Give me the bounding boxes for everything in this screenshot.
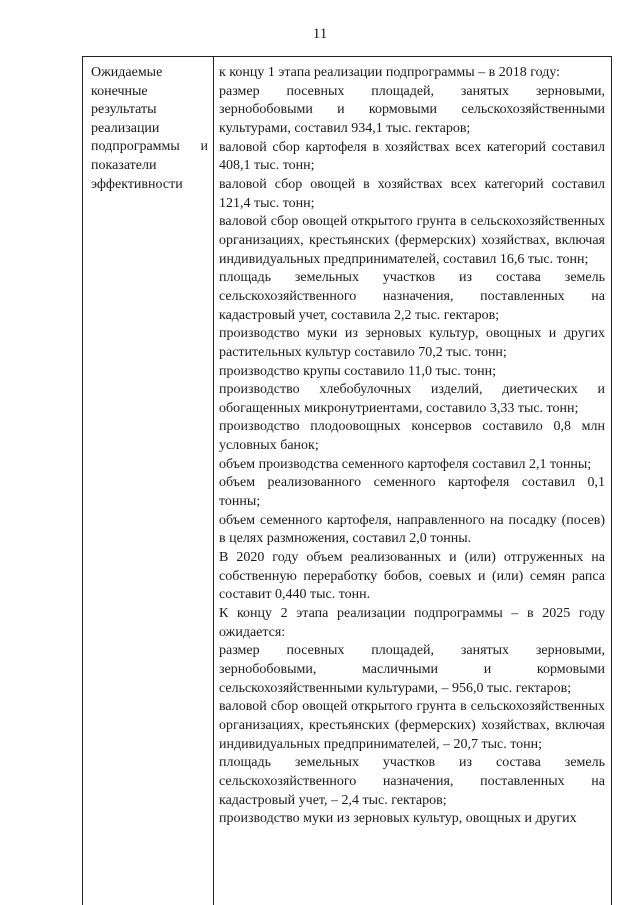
row-label-line: Ожидаемые <box>91 65 163 80</box>
indicator-item: производство крупы составило 11,0 тыс. тонн; <box>219 363 497 379</box>
indicator-item: площадь земельных участков из состава земель сельскохозяйственного назначения, поставленных на кадастровый учет, – 2,4 тыс. гектаров; <box>219 755 605 808</box>
indicator-item: объем семенного картофеля, направленного на посадку (посев) в целях размножения, составил 2,0 тонны. <box>219 512 605 547</box>
row-label-line: показатели <box>91 157 157 173</box>
indicator-item: объем реализованного семенного картофеля составил 0,1 тонны; <box>219 475 605 510</box>
row-label-line: эффективности <box>91 176 183 192</box>
indicator-item: валовой сбор картофеля в хозяйствах всех категорий составил 408,1 тыс. тонн; <box>219 139 605 174</box>
indicator-item: валовой сбор овощей открытого грунта в сельскохозяйственных организациях, крестьянских (фермерских) хозяйствах, включая индивидуальных предпринимателей, составил 16,6 тыс. тонн; <box>219 214 605 267</box>
intro-stage-2: К концу 2 этапа реализации подпрограммы – в 2025 году ожидается: <box>219 606 605 640</box>
row-label-line: реализации <box>91 120 160 136</box>
indicator-item: объем производства семенного картофеля составил 2,1 тонны; <box>219 456 592 472</box>
indicator-item: площадь земельных участков из состава земель сельскохозяйственного назначения, поставленных на кадастровый учет, составила 2,2 тыс. гектаров; <box>219 270 605 323</box>
indicator-item: В 2020 году объем реализованных и (или) отгруженных на собственную переработку бобов, соевых и (или) семян рапса составит 0,440 тыс. тонн. <box>219 550 605 603</box>
column-divider <box>213 57 214 905</box>
indicator-item: производство муки из зерновых культур, овощных и других растительных культур составило 70,2 тыс. тонн; <box>219 326 605 360</box>
intro-stage-1: к концу 1 этапа реализации подпрограммы – в 2018 году: <box>219 65 561 80</box>
page-number: 11 <box>312 26 328 42</box>
row-content <box>219 64 605 829</box>
row-label-line: результаты <box>91 102 157 118</box>
indicator-item: размер посевных площадей, занятых зерновыми, зернобобовыми и кормовыми сельскохозяйственными культурами, составил 934,1 тыс. гектаров; <box>219 83 605 136</box>
results-table <box>82 56 612 905</box>
indicator-item: производство муки из зерновых культур, овощных и других <box>219 811 577 827</box>
row-label <box>91 64 208 194</box>
row-label-line: подпрограммы и <box>91 139 208 155</box>
indicator-item: производство плодоовощных консервов составило 0,8 млн условных банок; <box>219 419 605 454</box>
indicator-item: размер посевных площадей, занятых зерновыми, зернобобовыми, масличными и кормовыми сельскохозяйственными культурами, – 956,0 тыс. гектаров; <box>219 643 605 696</box>
indicator-item: производство хлебобулочных изделий, диетических и обогащенных микронутриентами, составило 3,33 тыс. тонн; <box>219 382 605 416</box>
indicator-item: валовой сбор овощей открытого грунта в сельскохозяйственных организациях, крестьянских (фермерских) хозяйствах, включая индивидуальных предпринимателей, – 20,7 тыс. тонн; <box>219 699 605 752</box>
row-label-line: конечные <box>91 83 148 99</box>
indicator-item: валовой сбор овощей в хозяйствах всех категорий составил 121,4 тыс. тонн; <box>219 176 605 211</box>
